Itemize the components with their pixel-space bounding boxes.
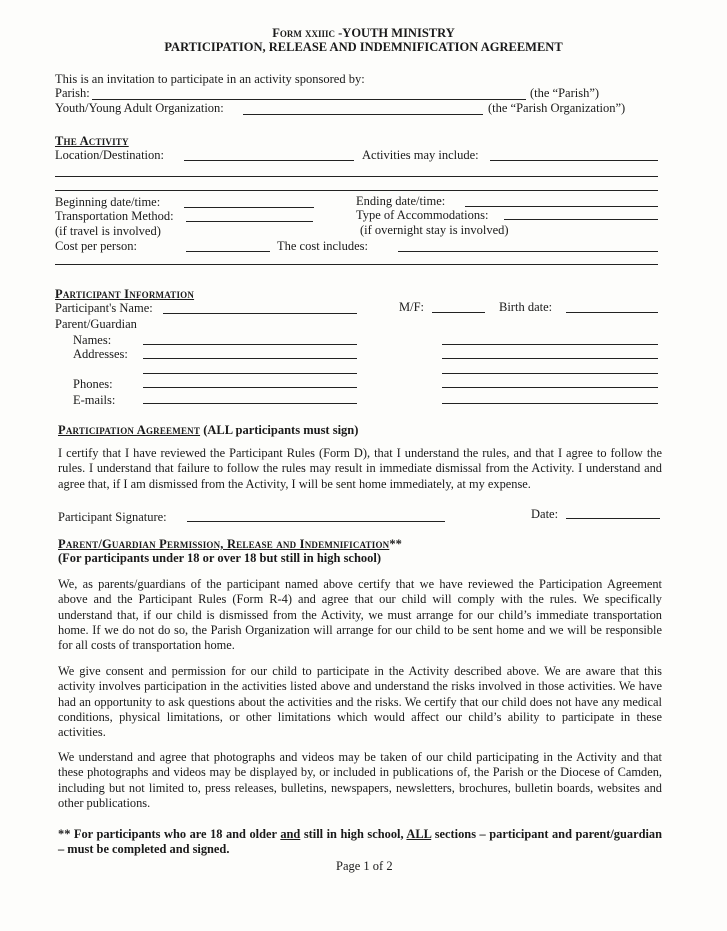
footnote — [58, 827, 662, 858]
guardian-emails-label: E-mails: — [73, 393, 116, 407]
transport-field[interactable] — [186, 221, 313, 222]
footnote-and: and — [280, 827, 301, 841]
cost-field[interactable] — [186, 251, 270, 252]
invite-text: This is an invitation to participate in an activity sponsored by: — [55, 72, 365, 86]
parish-field[interactable] — [92, 99, 526, 100]
guardian-phone-1-field[interactable] — [143, 387, 357, 388]
page-number: Page 1 of 2 — [336, 859, 393, 873]
cost-includes-label: The cost includes: — [277, 239, 368, 253]
agreement-text: I certify that I have reviewed the Participant Rules (Form D), that I understand the rules, and that I agree to follow the rules. I understand that failure to follow the rules may result in immediate dismissal from the Activity. I understand and agree that, if I am dismissed from the Activity, I will be sent home immediately, at my expense. — [58, 446, 662, 491]
footnote-all: ALL — [406, 827, 432, 841]
guardian-label: Parent/Guardian — [55, 317, 137, 331]
begin-label: Beginning date/time: — [55, 195, 161, 209]
permission-subheading: (For participants under 18 or over 18 but still in high school) — [58, 551, 382, 565]
guardian-name-2-field[interactable] — [442, 344, 658, 345]
location-field[interactable] — [184, 160, 354, 161]
signature-date-field[interactable] — [566, 518, 660, 519]
end-field[interactable] — [465, 206, 658, 207]
footnote-part-a: ** For participants who are 18 and older — [58, 827, 281, 841]
agreement-heading-row — [58, 423, 358, 438]
permission-heading-row — [58, 537, 402, 552]
guardian-names-label: Names: — [73, 333, 112, 347]
accom-label: Type of Accommodations: — [356, 208, 489, 222]
begin-field[interactable] — [184, 207, 314, 208]
form-title — [0, 26, 727, 41]
activities-line-2[interactable] — [55, 176, 658, 177]
guardian-phone-2-field[interactable] — [442, 387, 658, 388]
guardian-address-1-line-2[interactable] — [143, 373, 357, 374]
birth-date-label: Birth date: — [499, 300, 553, 314]
guardian-email-2-field[interactable] — [442, 403, 658, 404]
overnight-note: (if overnight stay is involved) — [360, 223, 509, 237]
signature-date-label: Date: — [531, 507, 559, 521]
parish-label: Parish: — [55, 86, 90, 100]
agreement-heading: Participation Agreement — [58, 423, 201, 437]
guardian-phones-label: Phones: — [73, 377, 113, 391]
guardian-address-2-field[interactable] — [442, 358, 658, 359]
transport-label: Transportation Method: — [55, 209, 174, 223]
form-title-suffix: -YOUTH MINISTRY — [335, 26, 455, 40]
permission-paragraph-1: We, as parents/guardians of the participant named above certify that we have reviewed the Participation Agreement above and the Participant Rules (Form R-4) and agree that our child will comply with the rules. We specifically understand that, if our child is dismissed from the Activity, we must arrange for our child’s immediate transportation home. If we do not do so, the Parish Organization will arrange for our child to be sent home and we will be responsible for all costs of transportation home. — [58, 577, 662, 653]
org-field[interactable] — [243, 114, 483, 115]
cost-label: Cost per person: — [55, 239, 137, 253]
mf-label: M/F: — [399, 300, 425, 314]
form-number: Form xxiiic — [272, 26, 336, 40]
signature-field[interactable] — [187, 521, 445, 522]
guardian-address-1-field[interactable] — [143, 358, 357, 359]
guardian-address-2-line-2[interactable] — [442, 373, 658, 374]
permission-heading: Parent/Guardian Permission, Release and Indemnification — [58, 537, 390, 551]
signature-label: Participant Signature: — [58, 510, 167, 524]
participant-name-field[interactable] — [163, 313, 357, 314]
guardian-email-1-field[interactable] — [143, 403, 357, 404]
accom-field[interactable] — [504, 219, 658, 220]
activities-label: Activities may include: — [362, 148, 479, 162]
end-label: Ending date/time: — [356, 194, 446, 208]
agreement-heading-note: (ALL participants must sign) — [200, 423, 359, 437]
guardian-addresses-label: Addresses: — [73, 347, 128, 361]
activities-field[interactable] — [490, 160, 658, 161]
footnote-part-b: still in high school, — [300, 827, 407, 841]
permission-paragraph-3: We understand and agree that photographs and videos may be taken of our child participating in the Activity and that these photographs and videos may be displayed by, or included in publications of, the Parish or the Diocese of Camden, including but not limited to, press releases, bulletins, newspapers, newsletters, brochures, bulletin boards, websites and other publications. — [58, 750, 662, 810]
guardian-name-1-field[interactable] — [143, 344, 357, 345]
org-note: (the “Parish Organization”) — [488, 101, 626, 115]
form-subtitle: PARTICIPATION, RELEASE AND INDEMNIFICATION AGREEMENT — [164, 40, 563, 54]
org-label: Youth/Young Adult Organization: — [55, 101, 224, 115]
travel-note: (if travel is involved) — [55, 224, 161, 238]
activities-line-3[interactable] — [55, 190, 658, 191]
location-label: Location/Destination: — [55, 148, 165, 162]
birth-date-field[interactable] — [566, 312, 658, 313]
participant-name-label: Participant's Name: — [55, 301, 153, 315]
footnote-part-c: sections – participant and parent/guardian – must be completed and signed. — [58, 827, 663, 857]
mf-field[interactable] — [432, 312, 485, 313]
parish-note: (the “Parish”) — [530, 86, 600, 100]
cost-includes-line-2[interactable] — [55, 264, 658, 265]
permission-paragraph-2: We give consent and permission for our child to participate in the Activity described above. We are aware that this activity involves participation in the activities listed above and understand the risks involved in those activities. We have had an opportunity to ask questions about the activities and the risks. We certify that our child does not have any medical conditions, physical limitations, or other limitations which would affect our child’s ability to participate in these activities. — [58, 664, 662, 740]
participant-heading: Participant Information — [55, 287, 195, 301]
cost-includes-field[interactable] — [398, 251, 658, 252]
activity-heading: The Activity — [55, 134, 129, 148]
permission-heading-mark: ** — [389, 537, 402, 551]
